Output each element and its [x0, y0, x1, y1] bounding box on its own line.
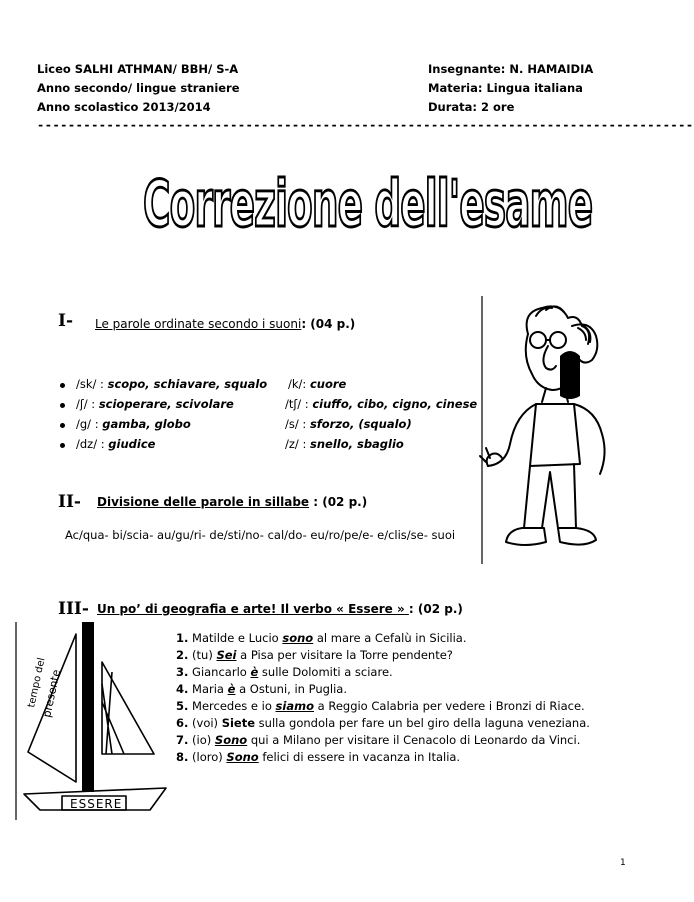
item-rest: sulla gondola per fare un bel giro della laguna veneziana.	[255, 716, 590, 730]
item-verb: Sono	[226, 750, 259, 764]
item-subject: Maria	[192, 682, 228, 696]
item-pronoun: (loro)	[192, 750, 227, 764]
item-pronoun: (voi)	[192, 716, 222, 730]
bullet-icon	[60, 383, 65, 388]
duration: Durata: 2 ore	[428, 100, 515, 114]
sound-group-left	[76, 417, 191, 431]
item-verb: è	[250, 665, 259, 679]
words: cuore	[309, 377, 347, 391]
exercise-item	[176, 733, 580, 747]
phoneme: /z/ :	[285, 437, 310, 451]
boat-sail-text-1: tempo del	[26, 656, 48, 709]
section-2-heading	[97, 495, 367, 509]
item-rest: al mare a Cefalù in Sicilia.	[313, 631, 467, 645]
bullet-icon	[60, 403, 65, 408]
item-verb: sono	[282, 631, 314, 645]
page-title: Correzione dell'esame	[143, 168, 593, 242]
item-subject: Matilde e Lucio	[192, 631, 283, 645]
exercise-item	[176, 648, 453, 662]
item-rest: a Reggio Calabria per vedere i Bronzi di Riace.	[313, 699, 585, 713]
phoneme: /k/:	[288, 377, 310, 391]
item-verb: siamo	[275, 699, 314, 713]
sound-group-right	[285, 437, 404, 451]
section-2-number: II-	[58, 492, 81, 512]
item-pronoun: (io)	[192, 733, 215, 747]
item-rest: a Ostuni, in Puglia.	[235, 682, 347, 696]
sound-group-left	[76, 397, 234, 411]
section-1-number: I-	[58, 311, 74, 331]
section-3-number: III-	[58, 599, 89, 619]
item-pronoun: (tu)	[192, 648, 217, 662]
item-verb: Sei	[216, 648, 237, 662]
words: gamba, globo	[102, 417, 191, 431]
item-rest: sulle Dolomiti a sciare.	[258, 665, 393, 679]
section-2-title: Divisione delle parole in sillabe	[97, 495, 310, 509]
phoneme: /s/ :	[285, 417, 310, 431]
page-number: 1	[620, 858, 626, 868]
item-number: 1.	[176, 631, 189, 645]
item-rest: felici di essere in vacanza in Italia.	[258, 750, 461, 764]
item-number: 5.	[176, 699, 189, 713]
words: scioperare, scivolare	[98, 397, 234, 411]
phoneme: /dz/ :	[76, 437, 109, 451]
words: snello, sbaglio	[309, 437, 404, 451]
section-1-heading	[95, 317, 355, 331]
item-verb: Sono	[214, 733, 248, 747]
boat-hull-text: ESSERE	[70, 797, 123, 811]
class-name: Anno secondo/ lingue straniere	[37, 81, 240, 95]
item-rest: a Pisa per visitare la Torre pendente?	[236, 648, 453, 662]
section-3-points: : (02 p.)	[408, 602, 463, 616]
sailboat-illustration	[16, 622, 172, 820]
item-verb: Siete	[221, 716, 256, 730]
item-rest: qui a Milano per visitare il Cenacolo di Leonardo da Vinci.	[247, 733, 581, 747]
item-subject: Mercedes e io	[192, 699, 276, 713]
item-number: 7.	[176, 733, 189, 747]
section-2-points: : (02 p.)	[309, 495, 368, 509]
syllable-division-text: Ac/qua- bi/scia- au/gu/ri- de/sti/no- cal/do- eu/ro/pe/e- e/clis/se- suoi	[65, 528, 456, 542]
school-year: Anno scolastico 2013/2014	[37, 100, 211, 114]
exercise-item	[176, 665, 393, 679]
words: sforzo, (squalo)	[309, 417, 412, 431]
sound-group-right	[285, 397, 477, 411]
phoneme: /g/ :	[76, 417, 103, 431]
item-number: 3.	[176, 665, 189, 679]
item-subject: Giancarlo	[192, 665, 251, 679]
words: ciuffo, cibo, cigno, cinese	[312, 397, 478, 411]
phoneme: /tʃ/ :	[285, 397, 313, 411]
exercise-item	[176, 682, 347, 696]
thinking-man-illustration	[476, 296, 626, 564]
phoneme: /ʃ/ :	[76, 397, 99, 411]
exercise-item	[176, 750, 460, 764]
item-number: 4.	[176, 682, 189, 696]
sound-group-right	[288, 377, 346, 391]
teacher: Insegnante: N. HAMAIDIA	[428, 62, 594, 76]
subject: Materia: Lingua italiana	[428, 81, 583, 95]
phoneme: /sk/ :	[76, 377, 108, 391]
sound-group-left	[76, 437, 155, 451]
sound-group-left	[76, 377, 267, 391]
school-name: Liceo SALHI ATHMAN/ BBH/ S-A	[37, 62, 239, 76]
words: giudice	[108, 437, 156, 451]
item-number: 8.	[176, 750, 189, 764]
exercise-item	[176, 631, 467, 645]
sound-group-right	[285, 417, 412, 431]
item-number: 2.	[176, 648, 189, 662]
section-1-points: : (04 p.)	[301, 317, 356, 331]
bullet-icon	[60, 443, 65, 448]
exercise-item	[176, 699, 585, 713]
section-3-heading	[97, 602, 463, 616]
header-separator: -------------------------------------------------------------------------------------	[37, 118, 694, 132]
exercise-item	[176, 716, 590, 730]
bullet-icon	[60, 423, 65, 428]
section-1-title: Le parole ordinate secondo i suoni	[95, 317, 302, 331]
section-3-title: Un po’ di geografia e arte! Il verbo « Essere »	[97, 602, 409, 616]
words: scopo, schiavare, squalo	[107, 377, 268, 391]
item-number: 6.	[176, 716, 189, 730]
item-verb: è	[227, 682, 236, 696]
boat-sail-text-2: presente	[40, 668, 64, 719]
